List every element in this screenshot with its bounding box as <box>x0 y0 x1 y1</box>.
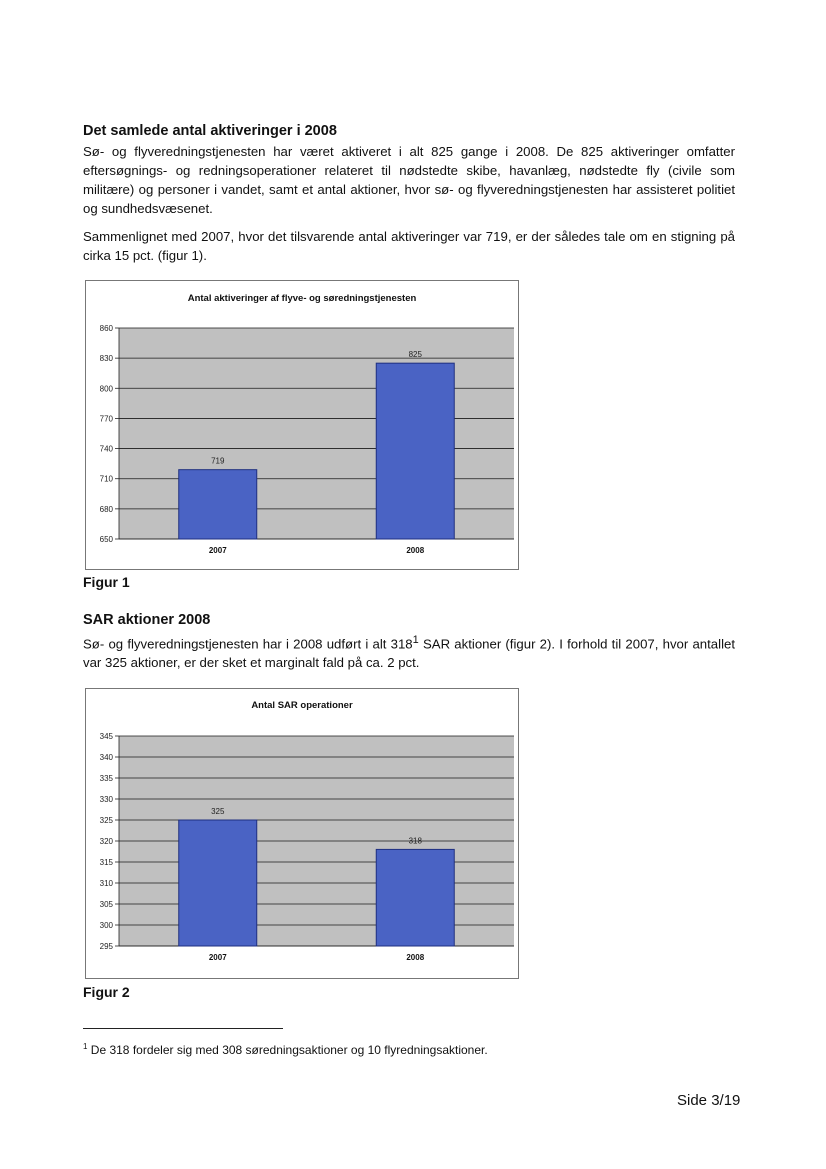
y-tick-label: 300 <box>99 921 113 930</box>
y-tick-label: 330 <box>99 795 113 804</box>
y-tick-label: 800 <box>99 384 113 394</box>
paragraph-sar <box>83 631 735 672</box>
y-tick-label: 295 <box>99 942 113 951</box>
y-tick-label: 650 <box>99 535 113 544</box>
y-tick-label: 345 <box>99 732 113 741</box>
chart-title: Antal aktiveringer af flyve- og søredningstjenesten <box>187 293 417 304</box>
data-label: 719 <box>211 456 225 466</box>
y-tick-label: 315 <box>99 858 113 867</box>
bar-2007 <box>179 470 257 539</box>
footnote-divider <box>83 1028 283 1029</box>
paragraph-sar-text-end: SAR aktioner (figur 2). I forhold til 2007, hvor antallet var 325 aktioner, er der sket et marginalt fald på ca. 2 pct. <box>83 636 735 671</box>
y-tick-label: 305 <box>99 900 113 909</box>
chart-activations <box>86 281 518 569</box>
y-tick-label: 340 <box>99 753 113 762</box>
footnote <box>83 1042 488 1057</box>
page-number: Side 3/19 <box>677 1092 741 1109</box>
y-tick-label: 710 <box>99 474 113 484</box>
y-tick-label: 335 <box>99 774 113 783</box>
y-tick-label: 770 <box>99 414 113 424</box>
data-label: 325 <box>211 807 225 816</box>
x-tick-label: 2008 <box>406 953 425 962</box>
y-tick-label: 325 <box>99 816 113 825</box>
y-tick-label: 830 <box>99 354 113 364</box>
data-label: 318 <box>408 836 422 846</box>
paragraph-activations: Sø- og flyveredningstjenesten har været aktiveret i alt 825 gange i 2008. De 825 aktiveringer omfatter eftersøgnings- og redningsoperationer relateret til nødstedte skibe, havanlæg, nødstedte fly (civile som militære) og personer i vandet, samt et antal aktioner, hvor sø- og flyveredningstjenesten har assisteret politiet og sundhedsvæsenet. <box>83 144 735 216</box>
paragraph-comparison: Sammenlignet med 2007, hvor det tilsvarende antal aktiveringer var 719, er der således tale om en stigning på cirka 15 pct. (figur 1). <box>83 229 735 263</box>
y-tick-label: 310 <box>99 879 113 888</box>
chart-sar-operations <box>86 689 518 978</box>
figure-1-caption: Figur 1 <box>83 574 130 590</box>
bar-2008 <box>376 849 454 946</box>
bar-2008 <box>376 363 454 539</box>
x-tick-label: 2007 <box>208 546 227 555</box>
figure-2-caption: Figur 2 <box>83 984 130 1000</box>
chart-figure-2 <box>85 688 519 979</box>
y-tick-label: 740 <box>99 444 113 454</box>
footnote-text: De 318 fordeler sig med 308 søredningsaktioner og 10 flyredningsaktioner. <box>87 1043 488 1057</box>
paragraph-sar-text-start: Sø- og flyveredningstjenesten har i 2008 udført i alt 318 <box>83 636 413 652</box>
chart-figure-1 <box>85 280 519 570</box>
data-label: 825 <box>408 350 422 360</box>
y-tick-label: 860 <box>99 324 113 333</box>
section-heading-activations: Det samlede antal aktiveringer i 2008 <box>83 123 337 139</box>
y-tick-label: 680 <box>99 504 113 514</box>
y-tick-label: 320 <box>99 837 113 846</box>
section-heading-sar: SAR aktioner 2008 <box>83 612 211 628</box>
bar-2007 <box>179 820 257 946</box>
chart-title: Antal SAR operationer <box>251 700 353 711</box>
footnote-marker: 1 <box>83 1042 88 1051</box>
x-tick-label: 2007 <box>208 953 227 962</box>
x-tick-label: 2008 <box>406 546 425 555</box>
footnote-reference: 1 <box>412 634 419 646</box>
